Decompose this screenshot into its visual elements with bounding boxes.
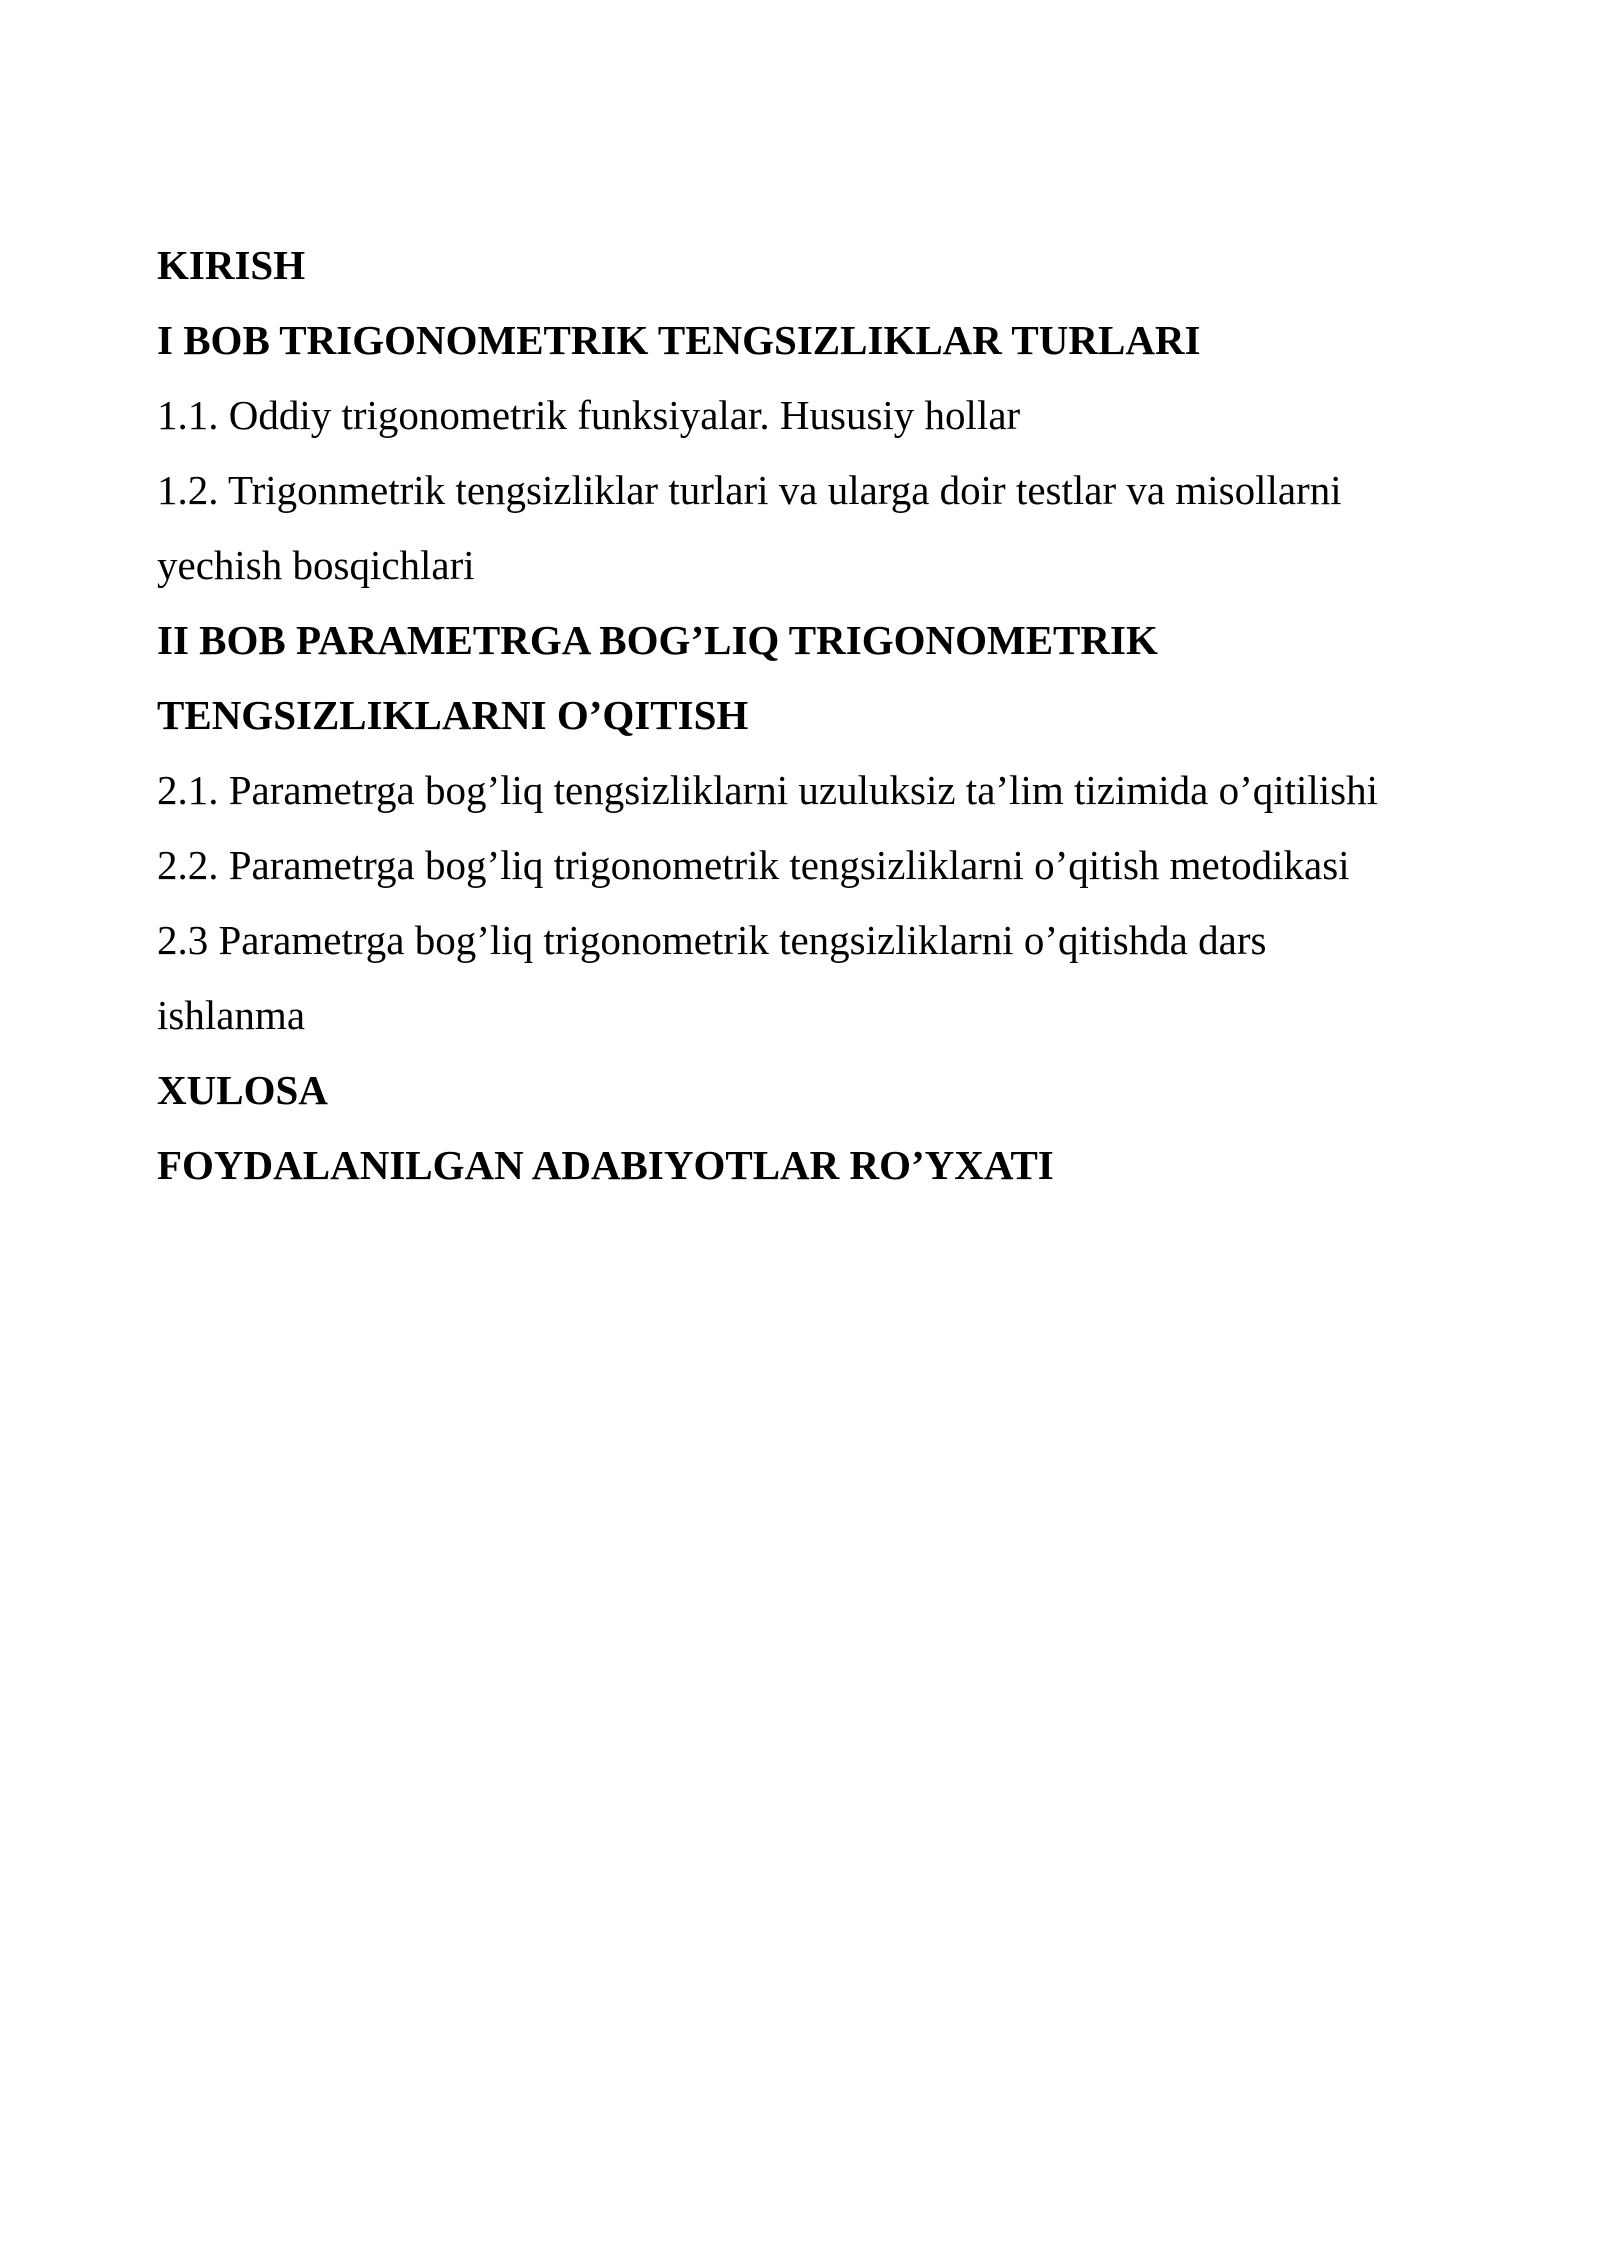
- toc-section-2-3: 2.3 Parametrga bog’liq trigonometrik tengsizliklarni o’qitishda dars: [157, 917, 1267, 963]
- toc-heading-xulosa: XULOSA: [157, 1067, 328, 1113]
- toc-chapter-2-title: II BOB PARAMETRGA BOG’LIQ TRIGONOMETRIK: [157, 617, 1158, 663]
- toc-section-1-2-continued: yechish bosqichlari: [157, 542, 475, 588]
- toc-section-2-2: 2.2. Parametrga bog’liq trigonometrik tengsizliklarni o’qitish metodikasi: [157, 842, 1350, 888]
- toc-chapter-2-title-continued: TENGSIZLIKLARNI O’QITISH: [157, 692, 749, 738]
- toc-chapter-1-title: I BOB TRIGONOMETRIK TENGSIZLIKLAR TURLARI: [157, 317, 1201, 363]
- toc-heading-references: FOYDALANILGAN ADABIYOTLAR RO’YXATI: [157, 1142, 1054, 1188]
- table-of-contents: [157, 228, 1457, 1203]
- toc-section-1-2: 1.2. Trigonmetrik tengsizliklar turlari va ularga doir testlar va misollarni: [157, 467, 1342, 513]
- toc-heading-kirish: KIRISH: [157, 242, 306, 288]
- toc-section-2-1: 2.1. Parametrga bog’liq tengsizliklarni uzuluksiz ta’lim tizimida o’qitilishi: [157, 767, 1379, 813]
- toc-section-1-1: 1.1. Oddiy trigonometrik funksiyalar. Hususiy hollar: [157, 392, 1021, 438]
- toc-section-2-3-continued: ishlanma: [157, 992, 306, 1038]
